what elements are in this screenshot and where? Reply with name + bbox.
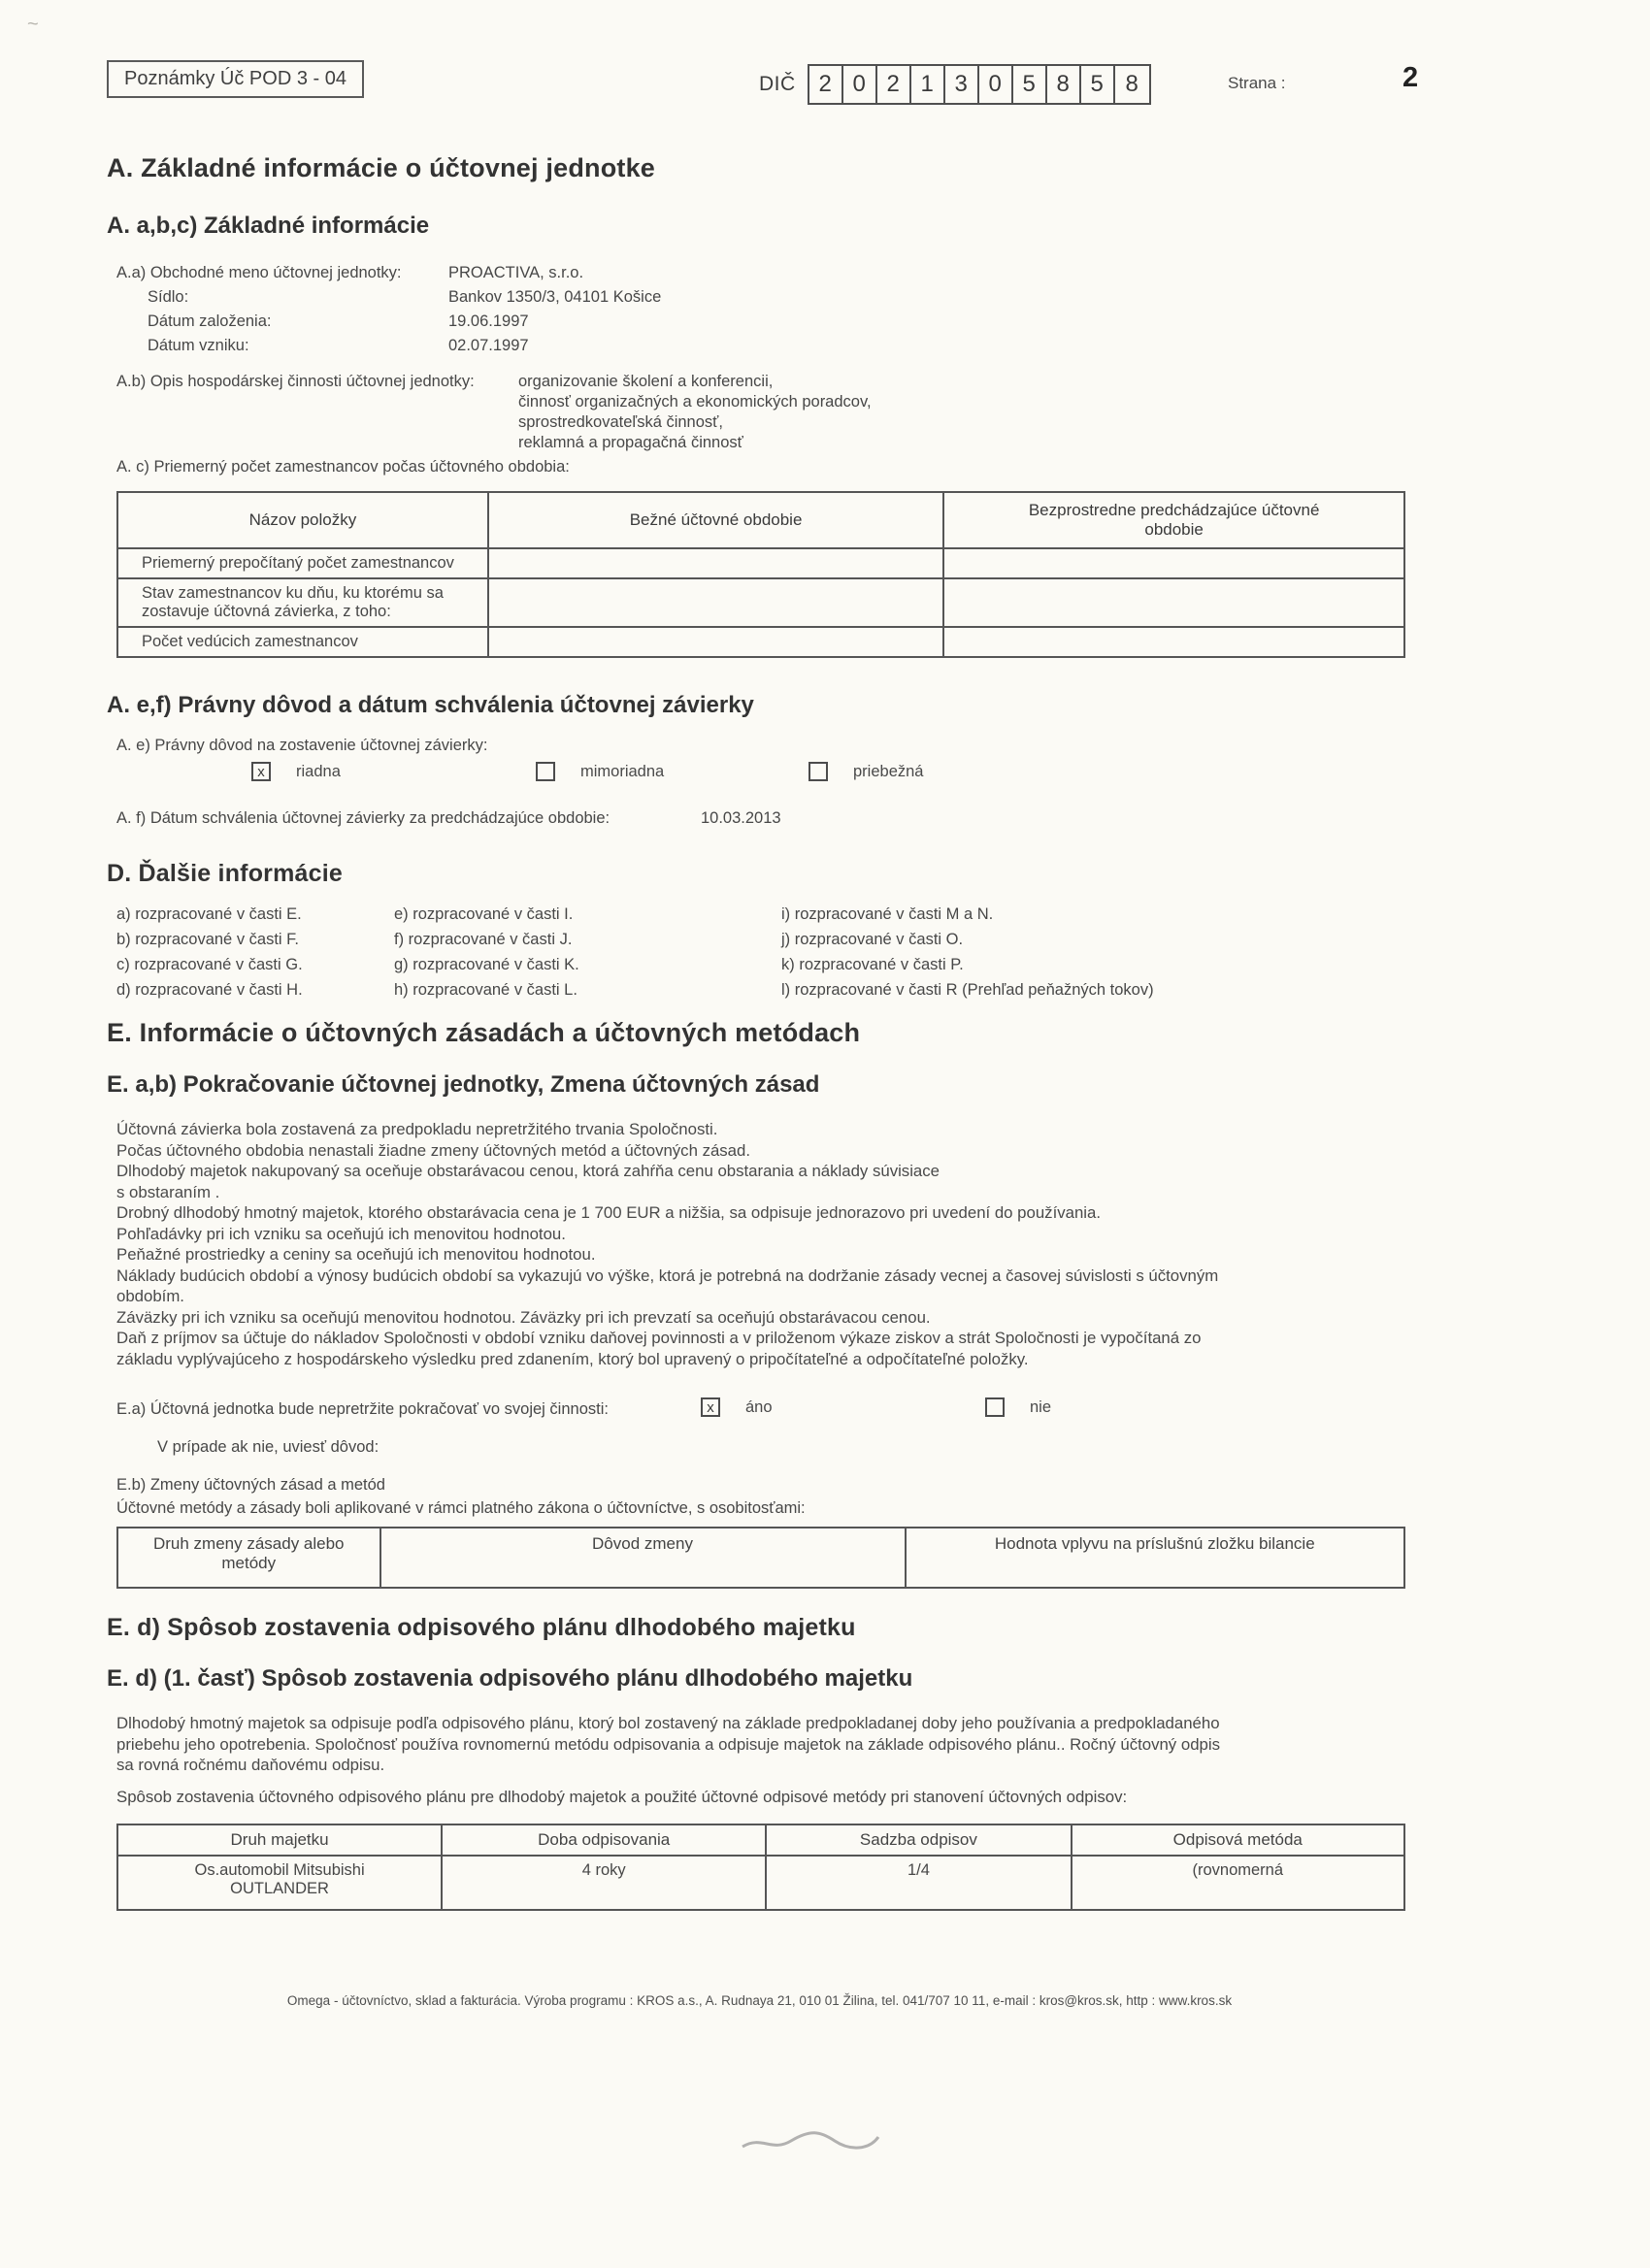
activity-line: organizovanie školení a konferencii, xyxy=(518,373,774,390)
section-e-title: E. Informácie o účtovných zásadách a účtovných metódach xyxy=(107,1018,861,1047)
asset-name-cell: Os.automobil Mitsubishi OUTLANDER xyxy=(117,1856,442,1910)
checkbox-label: nie xyxy=(1030,1397,1052,1416)
dic-digit-cell: 1 xyxy=(911,66,945,103)
depreciation-method-cell: (rovnomerná xyxy=(1072,1856,1404,1910)
dic-digit-cell: 0 xyxy=(843,66,877,103)
text-line: sa rovná ročnému daňovému odpisu. xyxy=(116,1756,385,1774)
checkbox-label: priebežná xyxy=(853,762,924,780)
continuity-row xyxy=(107,1397,1412,1425)
activity-values xyxy=(518,372,1412,453)
table-header-row xyxy=(117,492,1404,548)
list-item: j) rozpracované v časti O. xyxy=(781,931,964,948)
value-cell xyxy=(488,627,943,657)
field-label: Dátum založenia: xyxy=(148,312,272,330)
list-item: h) rozpracované v časti L. xyxy=(394,981,578,999)
table-row xyxy=(117,578,1404,627)
text-line: Drobný dlhodobý hmotný majetok, ktorého obstarávacia cena je 1 700 EUR a nižšia, sa odpisuje jednorazovo pri uvedení do používania. xyxy=(116,1203,1102,1222)
list-item: g) rozpracované v časti K. xyxy=(394,956,579,973)
checkbox-priebezna xyxy=(808,762,923,781)
dic-group xyxy=(759,64,1151,105)
text-line: priebehu jeho opotrebenia. Spoločnosť používa rovnomernú metódu odpisovania a odpisuje majetok na základe odpisového plánu.. Ročný účtovný odpis xyxy=(116,1734,1220,1754)
software-footer: Omega - účtovníctvo, sklad a fakturácia. Výroba programu : KROS a.s., A. Rudnaya 21, 010 01 Žilina, tel. 041/707 10 11, e-mail : kros@kros.sk, http : www.kros.sk xyxy=(286,1992,1233,2008)
changes-of-methods-block xyxy=(107,1473,1412,1520)
checkbox-box xyxy=(536,762,555,781)
value-cell xyxy=(943,627,1404,657)
list-item: e) rozpracované v časti I. xyxy=(394,905,574,923)
list-item: l) rozpracované v časti R (Prehľad peňažných tokov) xyxy=(781,981,1154,999)
dic-digit-cell: 8 xyxy=(1047,66,1081,103)
column-header: Druh majetku xyxy=(117,1824,442,1856)
field-row xyxy=(116,285,1412,310)
scan-artifact: ~ xyxy=(27,14,39,35)
basic-info-fields xyxy=(107,261,1412,358)
section-d-items xyxy=(107,902,1412,1003)
dic-digit-cell: 5 xyxy=(1013,66,1047,103)
dic-digit-cell: 2 xyxy=(809,66,843,103)
table-row xyxy=(117,548,1404,578)
row-label: Priemerný prepočítaný počet zamestnancov xyxy=(117,548,488,578)
changes-label: E.b) Zmeny účtovných zásad a metód xyxy=(116,1476,385,1494)
accounting-principles-text xyxy=(107,1119,1412,1369)
continuity-label: E.a) Účtovná jednotka bude nepretržite pokračovať vo svojej činnosti: xyxy=(116,1400,609,1418)
row-label: Počet vedúcich zamestnancov xyxy=(117,627,488,657)
table-row xyxy=(117,627,1404,657)
table-row xyxy=(117,1856,1404,1910)
checkbox-box xyxy=(808,762,828,781)
dic-label: DIČ xyxy=(759,73,796,95)
column-header: Bežné účtovné obdobie xyxy=(488,492,943,548)
checkbox-box: x xyxy=(701,1397,720,1417)
text-line: Účtovná závierka bola zostavená za predpokladu nepretržitého trvania Spoločnosti. xyxy=(116,1120,718,1138)
list-item: d) rozpracované v časti H. xyxy=(116,981,303,999)
text-line: Náklady budúcich období a výnosy budúcich období sa vykazujú vo výške, ktorá je potrebná na dodržanie zásady vecnej a časovej súvislosti s účtovným xyxy=(116,1265,1219,1285)
if-not-reason-label: V prípade ak nie, uviesť dôvod: xyxy=(157,1438,380,1456)
column-header: Druh zmeny zásady alebo metódy xyxy=(117,1528,380,1588)
founding-date: 19.06.1997 xyxy=(448,312,529,330)
page-label: Strana : xyxy=(1228,74,1286,92)
table-header-row xyxy=(117,1824,1404,1856)
activity-description xyxy=(107,372,1412,453)
list-item: a) rozpracované v časti E. xyxy=(116,905,302,923)
text-line: Pohľadávky pri ich vzniku sa oceňujú ich menovitou hodnotou. xyxy=(116,1224,566,1243)
changes-table xyxy=(116,1527,1405,1589)
section-a-abc-subtitle: A. a,b,c) Základné informácie xyxy=(107,213,430,239)
list-item: f) rozpracované v časti J. xyxy=(394,931,573,948)
checkbox-riadna xyxy=(251,762,341,781)
column-header: Doba odpisovania xyxy=(442,1824,766,1856)
section-ed-title: E. d) Spôsob zostavenia odpisového plánu dlhodobého majetku xyxy=(107,1614,856,1641)
dic-digit-boxes xyxy=(808,64,1151,105)
depreciation-plan-text xyxy=(107,1713,1412,1776)
approval-date-label: A. f) Dátum schválenia účtovnej závierky za predchádzajúce obdobie: xyxy=(116,809,610,827)
depreciation-table xyxy=(116,1824,1405,1911)
checkbox-mimoriadna xyxy=(536,762,664,781)
field-label: Sídlo: xyxy=(148,288,189,306)
list-item: i) rozpracované v časti M a N. xyxy=(781,905,994,923)
column-header: Názov položky xyxy=(117,492,488,548)
text-line: s obstaraním . xyxy=(116,1182,220,1201)
incorporation-date: 02.07.1997 xyxy=(448,337,529,354)
column-header: Bezprostredne predchádzajúce účtovné obdobie xyxy=(943,492,1404,548)
field-label: Dátum vzniku: xyxy=(148,337,249,354)
section-d-title: D. Ďalšie informácie xyxy=(107,860,343,887)
text-line: Dlhodobý majetok nakupovaný sa oceňuje obstarávacou cenou, ktorá zahŕňa cenu obstarania a náklady súvisiace xyxy=(116,1162,940,1180)
column-header: Hodnota vplyvu na príslušnú zložku bilancie xyxy=(906,1528,1405,1588)
checkbox-label: riadna xyxy=(296,762,341,780)
value-cell xyxy=(488,548,943,578)
value-cell xyxy=(488,578,943,627)
table-header-row xyxy=(117,1528,1404,1588)
section-eab-subtitle: E. a,b) Pokračovanie účtovnej jednotky, Zmena účtovných zásad xyxy=(107,1071,820,1098)
section-a-title: A. Základné informácie o účtovnej jednotke xyxy=(107,153,656,182)
text-line: obdobím. xyxy=(116,1287,184,1305)
value-cell xyxy=(943,578,1404,627)
page-number: 2 xyxy=(1402,62,1419,93)
text-line: základu vyplývajúceho z hospodárskeho výsledku pred zdanením, ktorý bol upravený o pripočítateľné a odpočítateľné položky. xyxy=(116,1349,1029,1368)
dic-digit-cell: 2 xyxy=(877,66,911,103)
checkbox-box: x xyxy=(251,762,271,781)
company-address: Bankov 1350/3, 04101 Košice xyxy=(448,288,662,306)
field-row xyxy=(116,261,1412,285)
dic-digit-cell: 5 xyxy=(1081,66,1115,103)
depreciation-period-cell: 4 roky xyxy=(442,1856,766,1910)
checkbox-label: mimoriadna xyxy=(580,762,665,780)
checkbox-label: áno xyxy=(745,1397,773,1416)
field-label: A.a) Obchodné meno účtovnej jednotky: xyxy=(116,264,402,281)
text-line: Záväzky pri ich vzniku sa oceňujú menovitou hodnotou. Záväzky pri ich prevzatí sa oceňujú obstarávacou cenou. xyxy=(116,1307,931,1327)
activity-label: A.b) Opis hospodárskej činnosti účtovnej jednotky: xyxy=(116,373,475,390)
d-items-column xyxy=(116,902,394,1003)
form-code-box: Poznámky Úč POD 3 - 04 xyxy=(107,60,364,98)
company-name: PROACTIVA, s.r.o. xyxy=(448,264,584,281)
depreciation-method-label: Spôsob zostavenia účtovného odpisového plánu pre dlhodobý majetok a použité účtovné odpisové metódy pri stanovení účtovných odpisov: xyxy=(116,1787,1128,1806)
section-ed1-subtitle: E. d) (1. časť) Spôsob zostavenia odpisového plánu dlhodobého majetku xyxy=(107,1665,913,1692)
field-row xyxy=(116,334,1412,358)
row-label: Stav zamestnancov ku dňu, ku ktorému sa zostavuje účtovná závierka, z toho: xyxy=(117,578,488,627)
list-item: c) rozpracované v časti G. xyxy=(116,956,303,973)
employees-count-label: A. c) Priemerný počet zamestnancov počas účtovného obdobia: xyxy=(116,458,570,476)
changes-note: Účtovné metódy a zásady boli aplikované v rámci platného zákona o účtovníctve, s osobitosťami: xyxy=(116,1499,806,1517)
text-line: Počas účtovného obdobia nenastali žiadne zmeny účtovných metód a účtovných zásad. xyxy=(116,1140,751,1160)
section-aef-title: A. e,f) Právny dôvod a dátum schválenia účtovnej závierky xyxy=(107,692,754,718)
text-line: Dlhodobý hmotný majetok sa odpisuje podľa odpisového plánu, ktorý bol zostavený na základe predpokladanej doby jeho používania a predpokladaného xyxy=(116,1714,1220,1732)
legal-reason-options xyxy=(107,762,1412,789)
text-line: Daň z príjmov sa účtuje do nákladov Spoločnosti v období vzniku daňovej povinnosti a v priloženom výkaze ziskov a strát Spoločnosti je vypočítaná zo xyxy=(116,1329,1202,1347)
d-items-column xyxy=(394,902,781,1003)
checkbox-ano xyxy=(701,1397,773,1417)
depreciation-rate-cell: 1/4 xyxy=(766,1856,1071,1910)
dic-digit-cell: 3 xyxy=(945,66,979,103)
activity-line: sprostredkovateľská činnosť, xyxy=(518,413,723,431)
list-item: k) rozpracované v časti P. xyxy=(781,956,964,973)
column-header: Odpisová metóda xyxy=(1072,1824,1404,1856)
d-items-column xyxy=(781,902,1412,1003)
document-header xyxy=(107,60,1419,107)
column-header: Dôvod zmeny xyxy=(380,1528,906,1588)
dic-digit-cell: 0 xyxy=(979,66,1013,103)
pen-mark-artifact xyxy=(738,2127,883,2161)
activity-line: činnosť organizačných a ekonomických poradcov, xyxy=(518,393,872,411)
activity-line: reklamná a propagačná činnosť xyxy=(518,434,743,451)
list-item: b) rozpracované v časti F. xyxy=(116,931,299,948)
value-cell xyxy=(943,548,1404,578)
approval-date-value: 10.03.2013 xyxy=(701,809,781,827)
field-row xyxy=(116,310,1412,334)
column-header: Sadzba odpisov xyxy=(766,1824,1071,1856)
approval-date-row xyxy=(107,809,1412,833)
text-line: Peňažné prostriedky a ceniny sa oceňujú ich menovitou hodnotou. xyxy=(116,1245,596,1264)
checkbox-nie xyxy=(985,1397,1051,1417)
dic-digit-cell: 8 xyxy=(1125,71,1138,97)
legal-reason-label: A. e) Právny dôvod na zostavenie účtovnej závierky: xyxy=(116,737,488,754)
employees-table xyxy=(116,491,1405,658)
checkbox-box xyxy=(985,1397,1005,1417)
